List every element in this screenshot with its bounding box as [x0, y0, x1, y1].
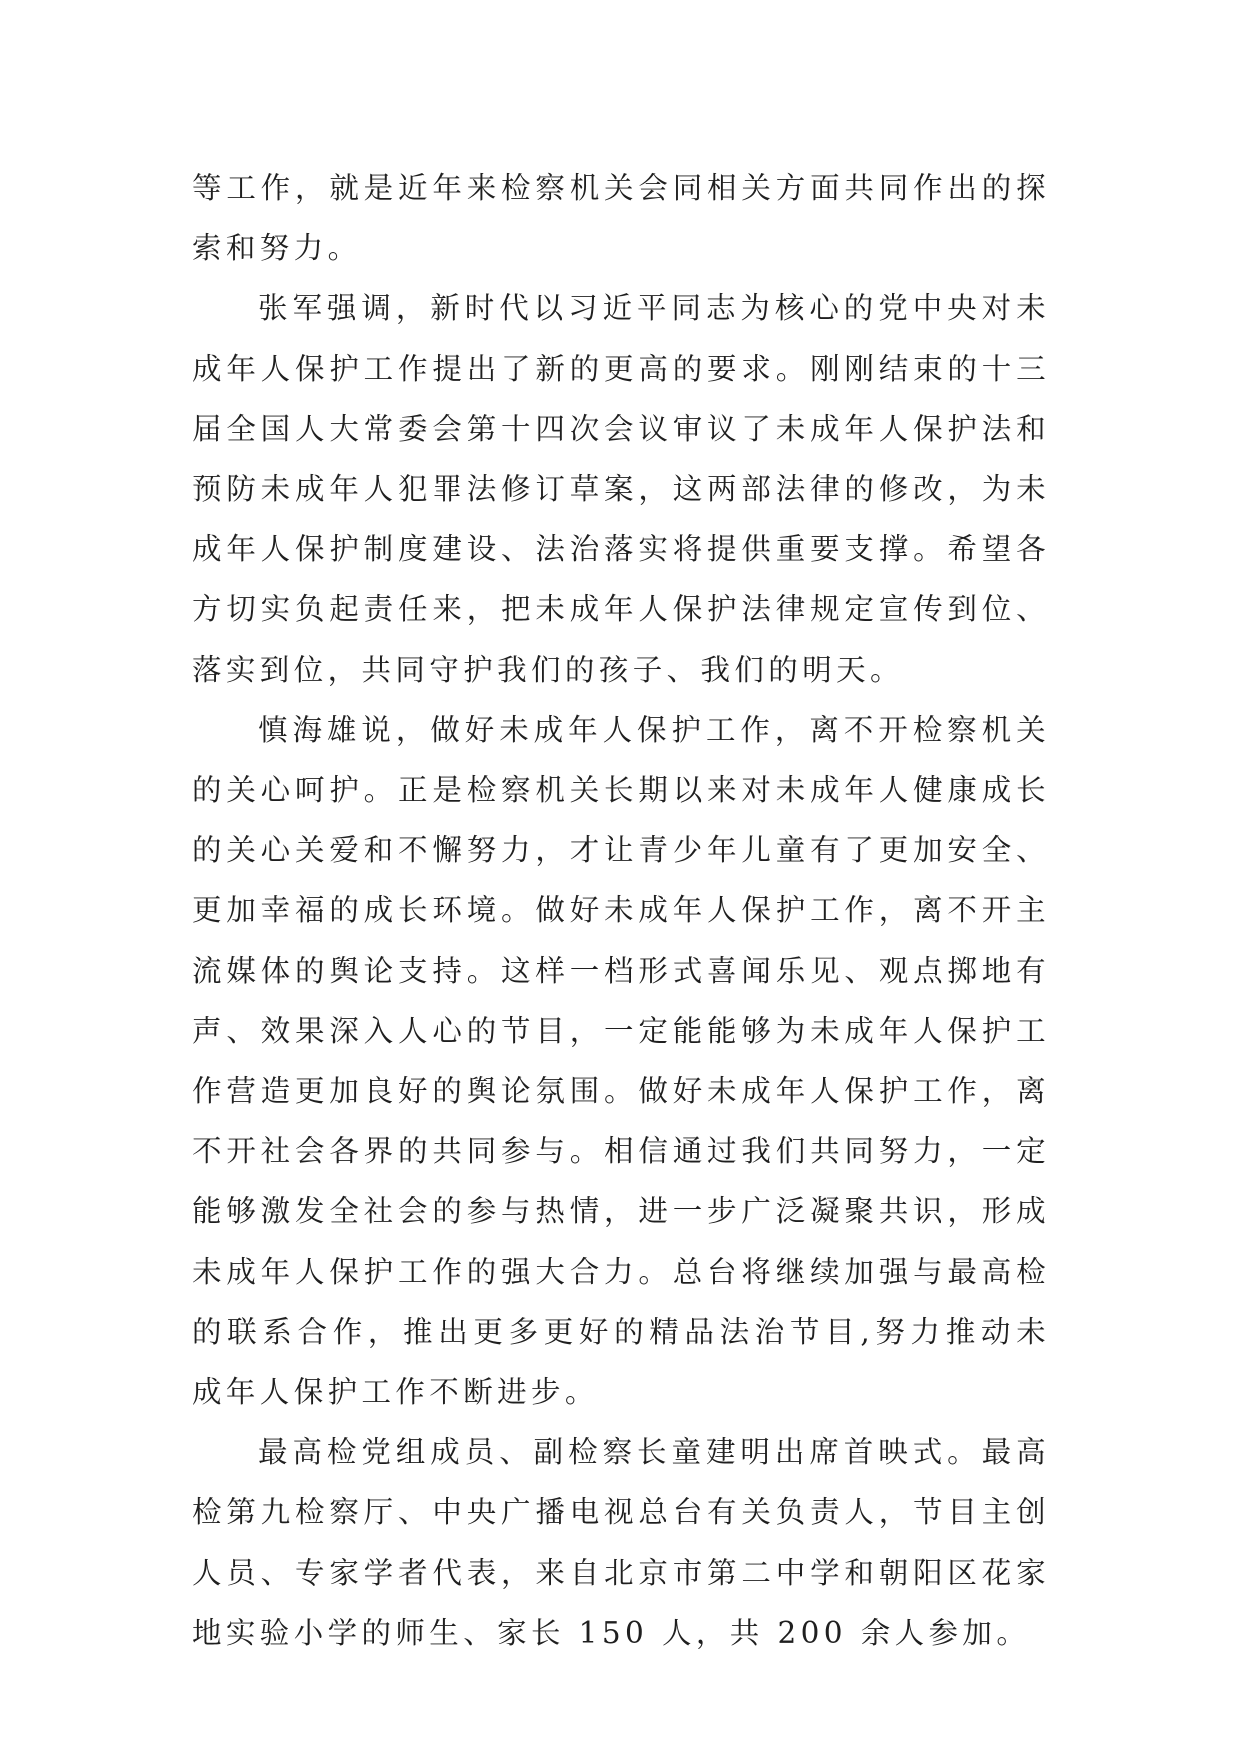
paragraph-attendees: 最高检党组成员、副检察长童建明出席首映式。最高检第九检察厅、中央广播电视总台有关负责人，节目主创人员、专家学者代表，来自北京市第二中学和朝阳区花家地实验小学的师生、家长 150 人，共 200 余人参加。 — [192, 1435, 1050, 1650]
paragraph-shen-haixiong: 慎海雄说，做好未成年人保护工作，离不开检察机关的关心呵护。正是检察机关长期以来对未成年人健康成长的关心关爱和不懈努力，才让青少年儿童有了更加安全、更加幸福的成长环境。做好未成年人保护工作，离不开主流媒体的舆论支持。这样一档形式喜闻乐见、观点掷地有声、效果深入人心的节目，一定能能够为未成年人保护工作营造更加良好的舆论氛围。做好未成年人保护工作，离不开社会各界的共同参与。相信通过我们共同努力，一定能够激发全社会的参与热情，进一步广泛凝聚共识，形成未成年人保护工作的强大合力。总台将继续加强与最高检的联系合作，推出更多更好的精品法治节目,努力推动未成年人保护工作不断进步。 — [192, 712, 1050, 1410]
paragraph-zhang-jun: 张军强调，新时代以习近平同志为核心的党中央对未成年人保护工作提出了新的更高的要求。刚刚结束的十三届全国人大常委会第十四次会议审议了未成年人保护法和预防未成年人犯罪法修订草案，这两部法律的修改，为未成年人保护制度建设、法治落实将提供重要支撑。希望各方切实负起责任来，把未成年人保护法律规定宣传到位、落实到位，共同守护我们的孩子、我们的明天。 — [192, 291, 1050, 687]
paragraph-continuation: 等工作，就是近年来检察机关会同相关方面共同作出的探索和努力。 — [192, 171, 1050, 266]
document-body — [192, 158, 1050, 1663]
